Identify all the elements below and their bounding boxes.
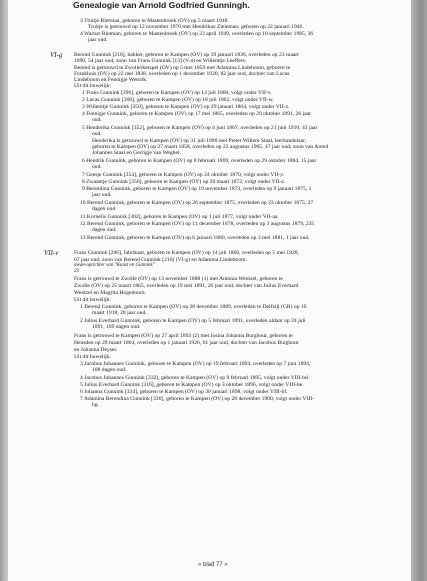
child-line: 6 Hendrik Gunnink, geboren te Kampen (OV) op 8 februari 1869, overleden op 29 oktober 1884, 15 jaar [82,158,317,164]
entry-line: Frankhuis (OV) op 22 mei 1838, overleden op 1 december 1920, 82 jaar oud, dochter van Lucas [74,71,290,77]
child-line: 11 Kornelis Gunnink [302], geboren te Kampen (OV) op 1 juli 1877, volgt onder VII-aa. [80,214,279,220]
entry-line: 4 Warnar Rietman, geboren te Mastenbroek (OV) op 23 april 1949, overleden op 18 september 1985, 36 [80,31,314,37]
child-line: 5 Henderika Gunnink [352], geboren te Kampen (OV) op 4 juni 1867, overleden op 21 juni 1910, 43 jaar [82,125,318,131]
child-line: 108 dagen oud. [92,367,127,373]
page-number: « blad 77 » [198,562,228,568]
child-line: dagen oud. [92,206,117,212]
document-page [8,0,412,581]
child-line: Henderika is getrouwd te Kampen (OV) op 31 juli 1890 met Pieter Willem Staal, leerhandelaar, [92,138,307,144]
entry-line: Berend Gunnink [216], bakker, geboren te Kampen (OV) op 19 januari 1836, overleden op 23 maart [74,52,299,58]
entry-line: Uit dit huwelijk: [74,354,111,360]
child-line: 5 Julius Everhard Gunnink [316], geboren te Kampen (OV) op 3 oktober 1896, volgt onder VIII-be. [80,382,304,388]
entry-line: Zwolle (OV) op 25 maart 1865, overleden op 19 mei 1891, 26 jaar oud, dochter van Julius Everhard [74,283,299,289]
child-line: 6 Johanna Gunnink [334], geboren te Kampen (OV) op 30 januari 1898, volgt onder VIII-bf. [80,389,288,395]
entry-line: Frans is getrouwd te Kampen (OV) op 27 april 1893 (2) met Josina Johanna Burghout, geboren te [74,333,293,339]
child-line: jaar oud. [92,192,112,198]
child-line: 7 Geesje Gunnink [354], geboren te Kampen (OV) op 24 oktober 1870, volgt onder VII-y. [82,172,284,178]
child-line: oud. [92,164,102,170]
child-line: Johannes Staal en Gerrigje van Weghel. [92,150,181,156]
section-marker: VI-g [50,51,63,59]
child-line: 4 Jacobus Johannes Gunnink [332], geboren te Kampen (OV) op 9 februari 1895, volgt onder VIII-bd. [80,375,310,381]
child-line: 2 Julius Everhard Gunnink, geboren te Kampen (OV) op 5 februari 1891, overleden aldaar op 24 juli [80,318,306,324]
entry-line: Wentzel en Magrita Hogedoorn. [74,290,146,296]
child-line: 2 Lucas Gunnink [300], geboren te Kampen (OV) op 18 juli 1862, volgt onder VII-w. [82,97,274,103]
child-line: 1891, 169 dagen oud. [92,324,141,330]
child-line: 13 Berend Gunnink, geboren te Kampen (OV) op 6 januari 1880, overleden op 3 mei 1881, 1 jaar oud. [80,235,310,241]
child-line: 3 Jacobus Johannes Gunnink, geboren te Kampen (OV) op 19 februari 1894, overleden op 7 juni 1894, [80,361,311,367]
child-line: dagen oud. [92,227,117,233]
child-line: 12 Berend Gunnink, geboren te Kampen (OV) op 11 december 1878, overleden op 3 augustus 1879, 235 [80,221,315,227]
entry-note: 23 [74,269,79,274]
entry-line: 3 Truitje Rietman, geboren te Mastenbroek (OV) op 5 maart 1948. [80,18,229,24]
section-marker: VII-v [44,249,59,257]
child-line: maart 1918, 28 jaar oud. [92,310,147,316]
entry-line: Uit dit huwelijk: [74,297,111,303]
entry-line: Lindeboom en Fennigje Westrik. [74,77,148,83]
page-header: Genealogie van Arnold Godfried Gunningh. [73,0,250,10]
entry-line: en Johanna Deyser. [74,347,118,353]
entry-line: Uit dit huwelijk: [74,83,111,89]
entry-line: Heusden op 29 maart 1864, overleden op 1 januari 1926, 61 jaar oud, dochter van Jacobus Burghout [74,340,299,346]
entry-line: 1890, 54 jaar oud, zoon van Frans Gunnink [13] (V-a) en Willemtje Leeffers. [74,58,247,64]
entry-line: Frans Gunnink [296], fabrikant, geboren te Kampen (OV) op 14 juli 1860, overleden op 5 mei 1928, [74,250,299,256]
child-line: bg. [92,402,99,408]
child-line: geboren te Kampen (OV) op 27 maart 1858, overleden op 22 augustus 1905, 47 jaar oud, zoon van Arend [92,144,329,150]
child-line: 8 Zwaantje Gunnink [356], geboren te Kampen (OV) op 20 maart 1872, volgt onder VII-z. [82,179,286,185]
entry-line: Berend is getrouwd te Zwollerkerspel (OV) op 5 mei 1859 met Adamina Lindeboom, geboren te [74,65,291,71]
child-line: oud. [92,117,102,123]
child-line: 3 Willemtje Gunnink [350], geboren te Kampen (OV) op 29 januari 1864, volgt onder VII-x. [82,104,290,110]
entry-note: mede-oprichter van "Kunst en Gunnink" [74,263,155,268]
child-line: 4 Fennigje Gunnink, geboren te Kampen (OV) op 17 mei 1865, overleden op 29 oktober 1891, 26 jaar [82,111,311,117]
child-line: 1 Frans Gunnink [296], geboren te Kampen (OV) op 14 juli 1860, volgt onder VII-v. [82,90,272,96]
entry-line: Frans is getrouwd te Zwolle (OV) op 13 november 1888 (1) met Antonia Wentzel, geboren te [74,276,283,282]
entry-line: 67 jaar oud, zoon van Berend Gunnink [216] (VI-g) en Adamina Lindeboom. [74,257,247,263]
child-line: 7 Adamina Berendina Gunnink [336], geboren te Kampen (OV) op 28 december 1900, volgt onder VIII- [80,396,314,402]
entry-line: jaar oud. [88,37,108,43]
binding-shadow [0,0,8,581]
child-line: oud. [92,131,102,137]
child-line: 9 Berendina Gunnink, geboren te Kampen (OV) op 19 november 1873, overleden op 9 januari 1875, 1 [82,186,312,192]
entry-line: Truitje is getrouwd op 12 november 1970 met Hendrikus Zieleman, geboren op 22 januari 1946. [88,24,304,30]
binding-spine [411,0,427,581]
child-line: 10 Berend Gunnink, geboren te Kampen (OV) op 26 september 1875, overleden op 23 oktober 1875, 27 [80,200,314,206]
child-line: 1 Berend Gunnink, geboren te Kampen (OV) op 28 december 1889, overleden te Delfzijl (GR) op 10 [80,304,307,310]
